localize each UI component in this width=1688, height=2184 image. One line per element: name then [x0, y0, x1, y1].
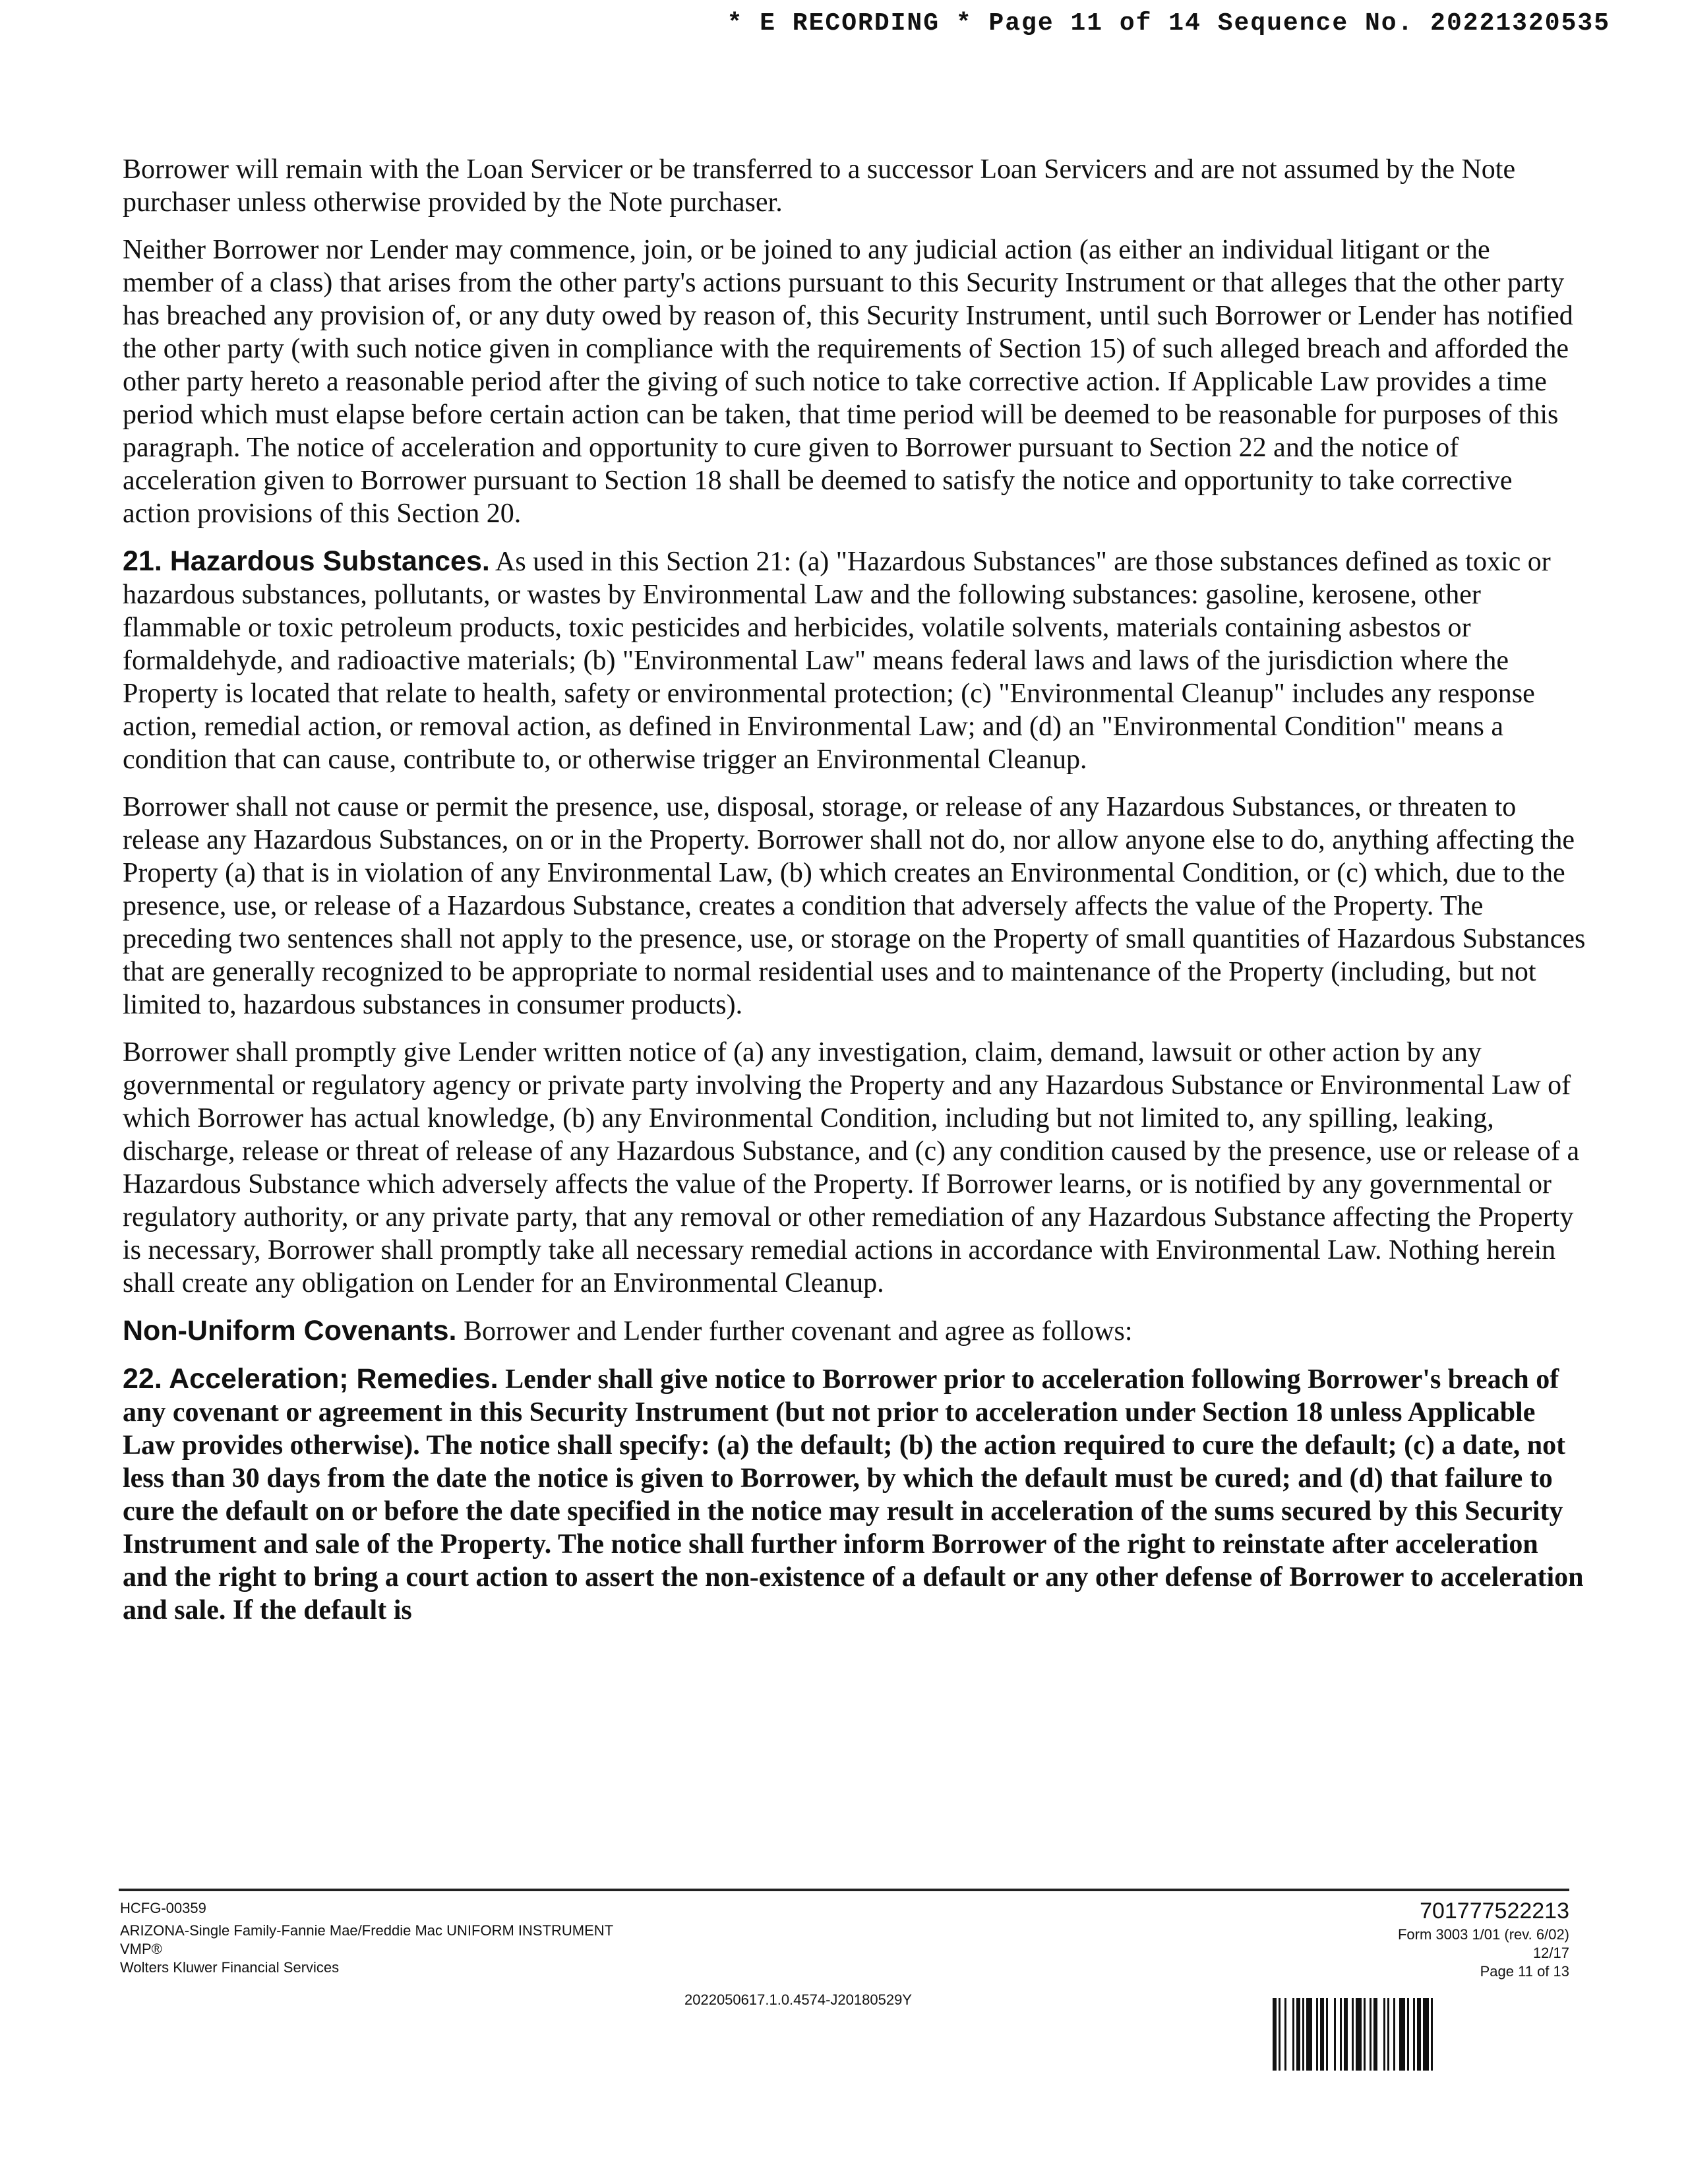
barcode-bar [1387, 1998, 1389, 2071]
barcode-bar [1373, 1998, 1377, 2071]
non-uniform-covenants-heading: Non-Uniform Covenants. [123, 1315, 457, 1347]
document-body [123, 153, 1586, 1641]
section-22 [123, 1362, 1586, 1627]
paragraph-judicial-action: Neither Borrower nor Lender may commence, join, or be joined to any judicial action (as either an individual litigant or the member of a class) that arises from the other party's actions pursuant to this Security Instrument or that alleges that the other party has breached any provision of, or any duty owed by reason of, this Security Instrument, until such Borrower or Lender has notified the other party (with such notice given in compliance with the requirements of Section 15) of such alleged breach and afforded the other party hereto a reasonable period after the giving of such notice to take corrective action. If Applicable Law provides a time period which must elapse before certain action can be taken, that time period will be deemed to be reasonable for purposes of this paragraph. The notice of acceleration and opportunity to cure given to Borrower pursuant to Section 22 and the notice of acceleration given to Borrower pursuant to Section 18 shall be deemed to satisfy the notice and opportunity to take corrective action provisions of this Section 20. [123, 235, 1573, 529]
section-22-text: Lender shall give notice to Borrower prior to acceleration following Borrower's breach of any covenant or agreement in this Security Instrument (but not prior to acceleration under Section 18 unless Applicable Law provides otherwise). The notice shall specify: (a) the default; (b) the action required to cure the default; (c) a date, not less than 30 days from the date the notice is given to Borrower, by which the default must be cured; and (d) that failure to cure the default on or before the date specified in the notice may result in acceleration of the sums secured by this Security Instrument and sale of the Property. The notice shall further inform Borrower of the right to reinstate after acceleration and the right to bring a court action to assert the non-existence of a default or any other defense of Borrower to acceleration and sale. If the default is [123, 1364, 1584, 1625]
barcode-bar [1334, 1998, 1336, 2071]
document-id: 2022050617.1.0.4574-J20180529Y [684, 1991, 912, 2008]
barcode-bar [1413, 1998, 1415, 2071]
vmp-mark: VMP® [120, 1941, 162, 1957]
barcode-bar [1306, 1998, 1312, 2071]
barcode-bar [1316, 1998, 1318, 2071]
barcode-bar [1344, 1998, 1348, 2071]
section-21-heading: 21. Hazardous Substances. [123, 545, 490, 577]
section-21 [123, 545, 1586, 776]
recording-header: * E RECORDING * Page 11 of 14 Sequence No. 20221320535 [727, 9, 1610, 38]
barcode-bar [1407, 1998, 1409, 2071]
barcode-bar [1284, 1998, 1286, 2071]
section-21-text: As used in this Section 21: (a) "Hazardous Substances" are those substances defined as toxic or hazardous substances, pollutants, or wastes by Environmental Law and the following substances: gasoline, kerosene, other flammable or toxic petroleum products, toxic pesticides and herbicides, volatile solvents, materials containing asbestos or formaldehyde, and radioactive materials; (b) "Environmental Law" means federal laws and laws of the jurisdiction where the Property is located that relate to health, safety or environmental protection; (c) "Environmental Cleanup" includes any response action, remedial action, or removal action, as defined in Environmental Law; and (d) an "Environmental Condition" means a condition that can cause, contribute to, or otherwise trigger an Environmental Cleanup. [123, 547, 1551, 775]
barcode-bar [1423, 1998, 1429, 2071]
paragraph-written-notice: Borrower shall promptly give Lender written notice of (a) any investigation, claim, demand, lawsuit or other action by any governmental or regulatory agency or private party involving the Property and any Hazardous Substance or Environmental Law of which Borrower has actual knowledge, (b) any Environmental Condition, including but not limited to, any spilling, leaking, discharge, release or threat of release of any Hazardous Substance, and (c) any condition caused by the presence, use or release of a Hazardous Substance which adversely affects the value of the Property. If Borrower learns, or is notified by any governmental or regulatory authority, or any private party, that any removal or other remediation of any Hazardous Substance affecting the Property is necessary, Borrower shall promptly take all necessary remedial actions in accordance with Environmental Law. Nothing herein shall create any obligation on Lender for an Environmental Cleanup. [123, 1037, 1580, 1298]
non-uniform-covenants-text: Borrower and Lender further covenant and agree as follows: [463, 1316, 1133, 1347]
barcode-bar [1356, 1998, 1362, 2071]
barcode-bar [1340, 1998, 1342, 2071]
loan-number: 701777522213 [1420, 1898, 1569, 1924]
barcode-bar [1364, 1998, 1366, 2071]
barcode-bar [1352, 1998, 1354, 2071]
page-label: Page 11 of 13 [1480, 1963, 1569, 1980]
footer-right [1174, 1896, 1569, 1981]
barcode-icon [1273, 1998, 1568, 2071]
barcode-bar [1279, 1998, 1281, 2071]
barcode-bar [1370, 1998, 1372, 2071]
barcode-bar [1320, 1998, 1324, 2071]
form-code: HCFG-00359 [120, 1900, 206, 1916]
revision: 12/17 [1532, 1945, 1569, 1961]
barcode-bar [1292, 1998, 1294, 2071]
section-22-heading: 22. Acceleration; Remedies. [123, 1363, 498, 1395]
barcode-bar [1431, 1998, 1433, 2071]
barcode-bar [1417, 1998, 1421, 2071]
barcode-bar [1326, 1998, 1328, 2071]
instrument-title: ARIZONA-Single Family-Fannie Mae/Freddie Mac UNIFORM INSTRUMENT [120, 1922, 614, 1939]
barcode-bar [1399, 1998, 1405, 2071]
barcode-bar [1383, 1998, 1385, 2071]
form-number: Form 3003 1/01 (rev. 6/02) [1397, 1926, 1569, 1943]
barcode-bar [1273, 1998, 1277, 2071]
footer-left [120, 1899, 911, 1977]
barcode-bar [1393, 1998, 1395, 2071]
barcode-bar [1296, 1998, 1300, 2071]
barcode-bar [1302, 1998, 1304, 2071]
footer-divider [119, 1889, 1569, 1891]
paragraph-hazardous-presence: Borrower shall not cause or permit the presence, use, disposal, storage, or release of any Hazardous Substances, or threaten to release any Hazardous Substances, on or in the Property. Borrower shall not do, nor allow anyone else to do, anything affecting the Property (a) that is in violation of any Environmental Law, (b) which creates an Environmental Condition, or (c) which, due to the presence, use, or release of a Hazardous Substance, creates a condition that adversely affects the value of the Property. The preceding two sentences shall not apply to the presence, use, or storage on the Property of small quantities of Hazardous Substances that are generally recognized to be appropriate to normal residential uses and to maintenance of the Property (including, but not limited to, hazardous substances in consumer products). [123, 792, 1586, 1020]
non-uniform-covenants [123, 1314, 1586, 1348]
publisher: Wolters Kluwer Financial Services [120, 1959, 340, 1976]
paragraph-loan-servicer: Borrower will remain with the Loan Servicer or be transferred to a successor Loan Servicers and are not assumed by the Note purchaser unless otherwise provided by the Note purchaser. [123, 154, 1516, 218]
